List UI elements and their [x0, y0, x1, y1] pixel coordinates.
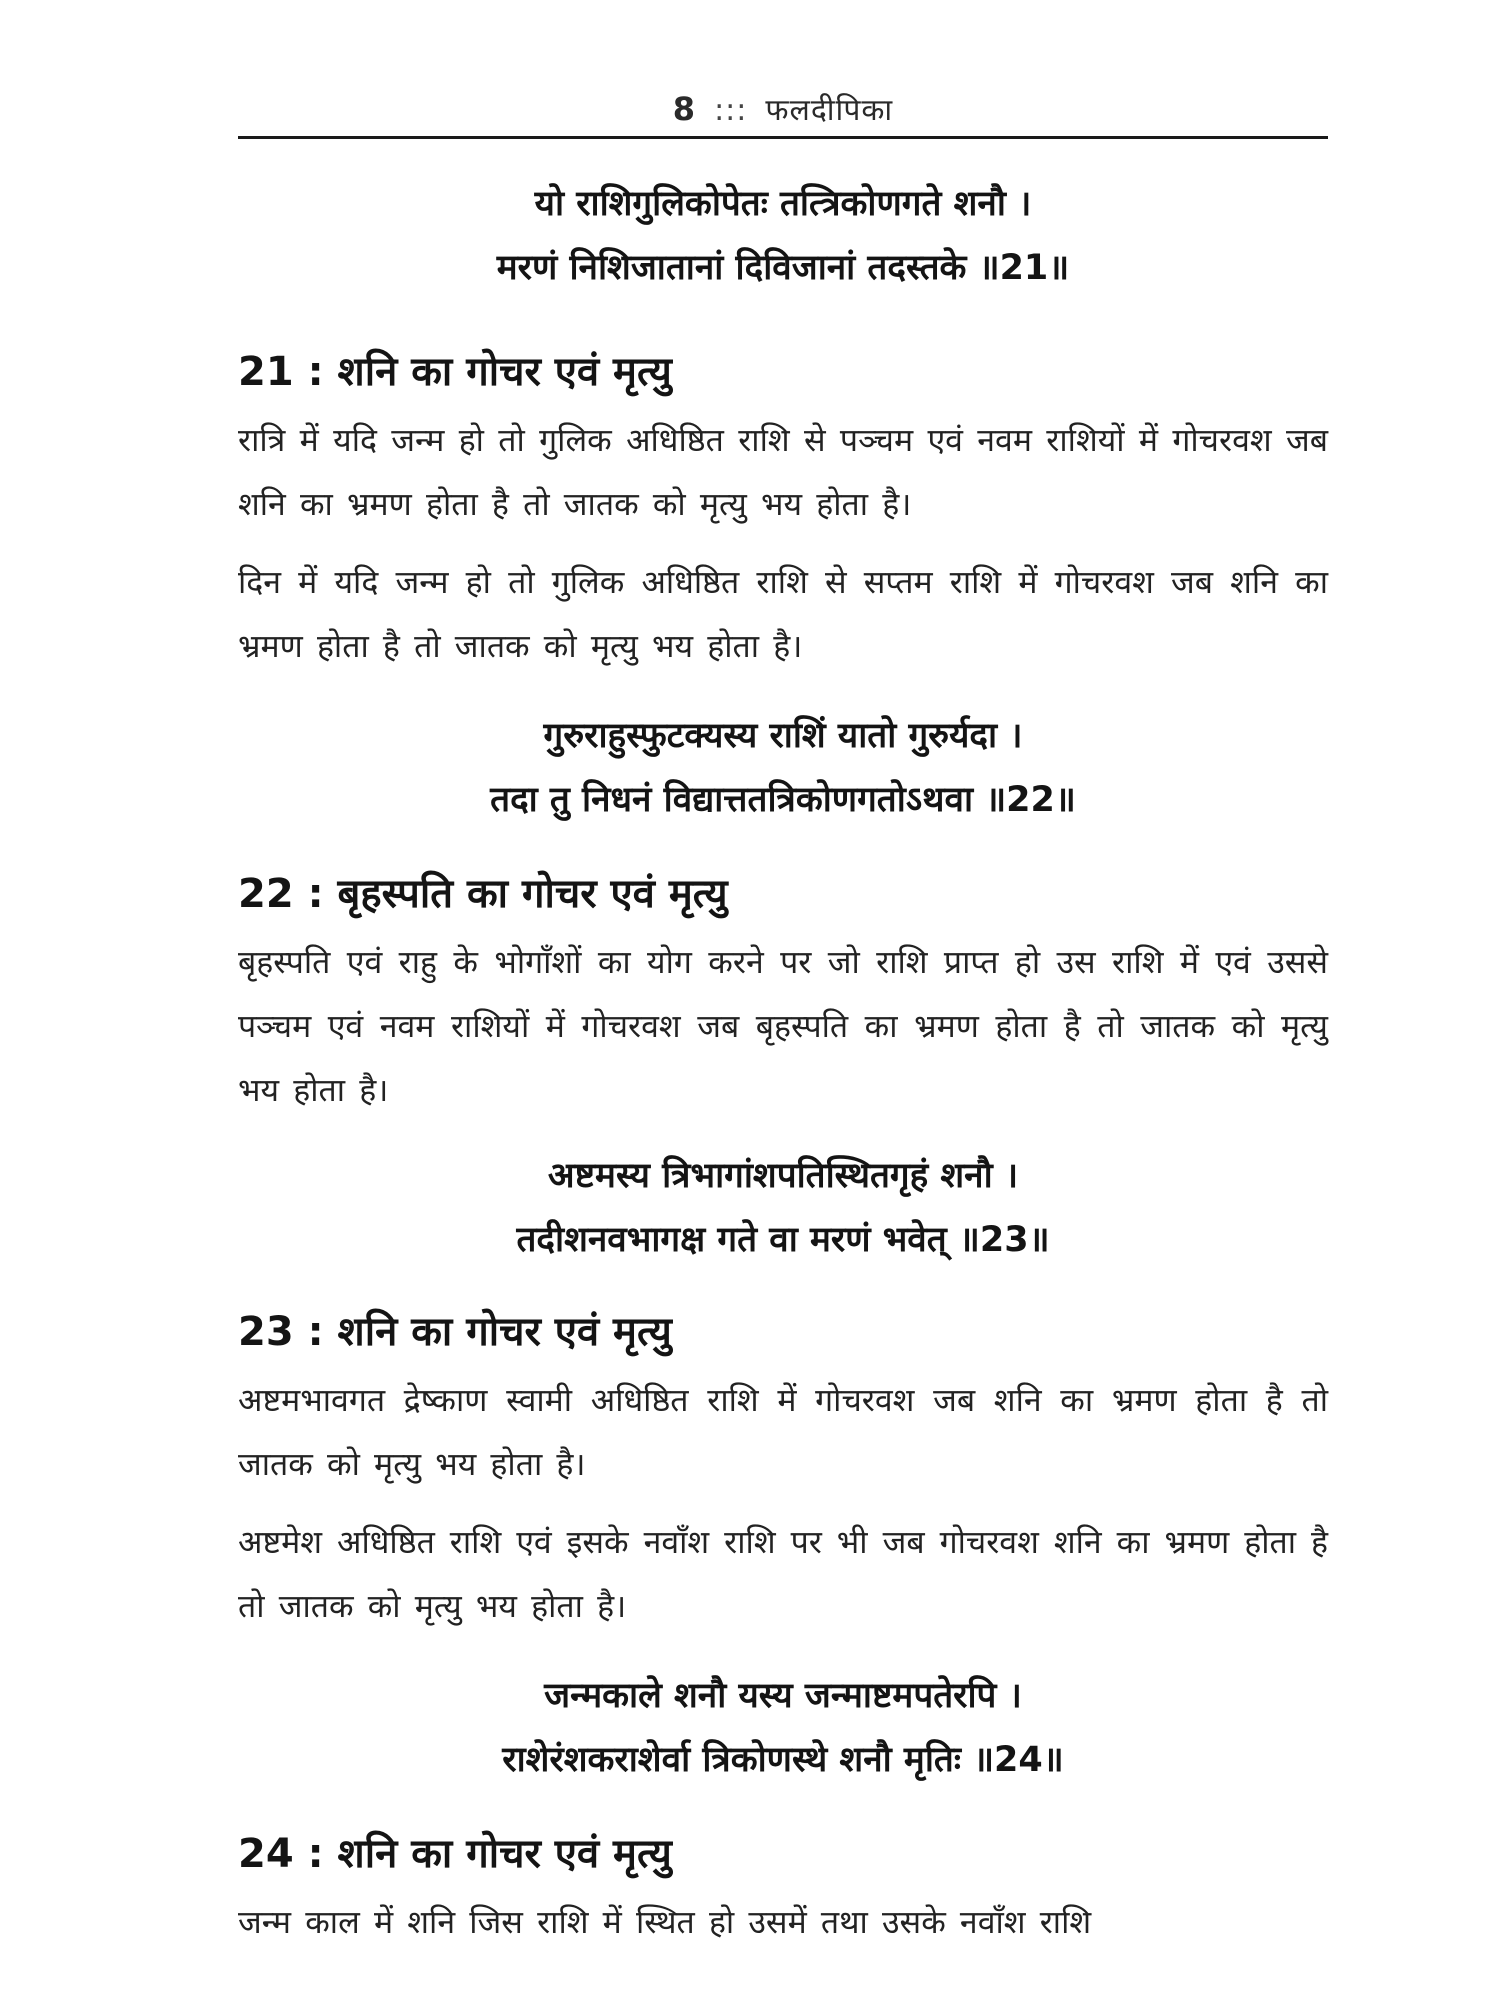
- running-head-separator: :::: [714, 93, 748, 128]
- verse-24: [238, 1664, 1328, 1792]
- book-title: फलदीपिका: [765, 93, 894, 128]
- paragraph: अष्टमेश अधिष्ठित राशि एवं इसके नवाँश राशि पर भी जब गोचरवश शनि का भ्रमण होता है तो जातक को मृत्यु भय होता है।: [238, 1523, 1328, 1625]
- section-heading-22: 22 : बृहस्पति का गोचर एवं मृत्यु: [238, 871, 728, 917]
- verse-line: अष्टमस्य त्रिभागांशपतिस्थितगृहं शनौ ।: [547, 1156, 1019, 1196]
- paragraph: बृहस्पति एवं राहु के भोगाँशों का योग करने पर जो राशि प्राप्त हो उस राशि में एवं उससे पञ्चम एवं नवम राशियों में गोचरवश जब बृहस्पति का भ्रमण होता है तो जातक को मृत्यु भय होता है।: [238, 943, 1328, 1109]
- verse-line: जन्मकाले शनौ यस्य जन्माष्टमपतेरपि ।: [544, 1676, 1022, 1716]
- verse-line: राशेरंशकराशेर्वा त्रिकोणस्थे शनौ मृतिः ॥24॥: [502, 1740, 1064, 1780]
- verse-line: तदीशनवभागक्ष गते वा मरणं भवेत् ॥23॥: [516, 1220, 1050, 1260]
- paragraph: अष्टमभावगत द्रेष्काण स्वामी अधिष्ठित राशि में गोचरवश जब शनि का भ्रमण होता है तो जातक को मृत्यु भय होता है।: [238, 1381, 1328, 1483]
- verse-line: मरणं निशिजातानां दिविजानां तदस्तके ॥21॥: [496, 248, 1070, 288]
- section-heading-23: 23 : शनि का गोचर एवं मृत्यु: [238, 1309, 672, 1355]
- section-heading-24: 24 : शनि का गोचर एवं मृत्यु: [238, 1831, 672, 1877]
- verse-line: तदा तु निधनं विद्यात्ततत्रिकोणगतोऽथवा ॥22॥: [490, 780, 1076, 820]
- paragraph: रात्रि में यदि जन्म हो तो गुलिक अधिष्ठित राशि से पञ्चम एवं नवम राशियों में गोचरवश जब शनि का भ्रमण होता है तो जातक को मृत्यु भय होता है।: [238, 421, 1328, 523]
- paragraph: जन्म काल में शनि जिस राशि में स्थित हो उसमें तथा उसके नवाँश राशि: [238, 1903, 1092, 1941]
- paragraph: दिन में यदि जन्म हो तो गुलिक अधिष्ठित राशि से सप्तम राशि में गोचरवश जब शनि का भ्रमण होता है तो जातक को मृत्यु भय होता है।: [238, 563, 1328, 665]
- header-rule: [238, 136, 1328, 139]
- page-number: 8: [672, 90, 697, 128]
- verse-line: यो राशिगुलिकोपेतः तत्त्रिकोणगते शनौ ।: [534, 184, 1032, 224]
- section-heading-21: 21 : शनि का गोचर एवं मृत्यु: [238, 349, 672, 395]
- verse-21: [238, 172, 1328, 300]
- verse-line: गुरुराहुस्फुटक्यस्य राशिं यातो गुरुर्यदा ।: [543, 716, 1023, 756]
- running-head: [238, 88, 1328, 129]
- verse-23: [238, 1144, 1328, 1272]
- verse-22: [238, 704, 1328, 832]
